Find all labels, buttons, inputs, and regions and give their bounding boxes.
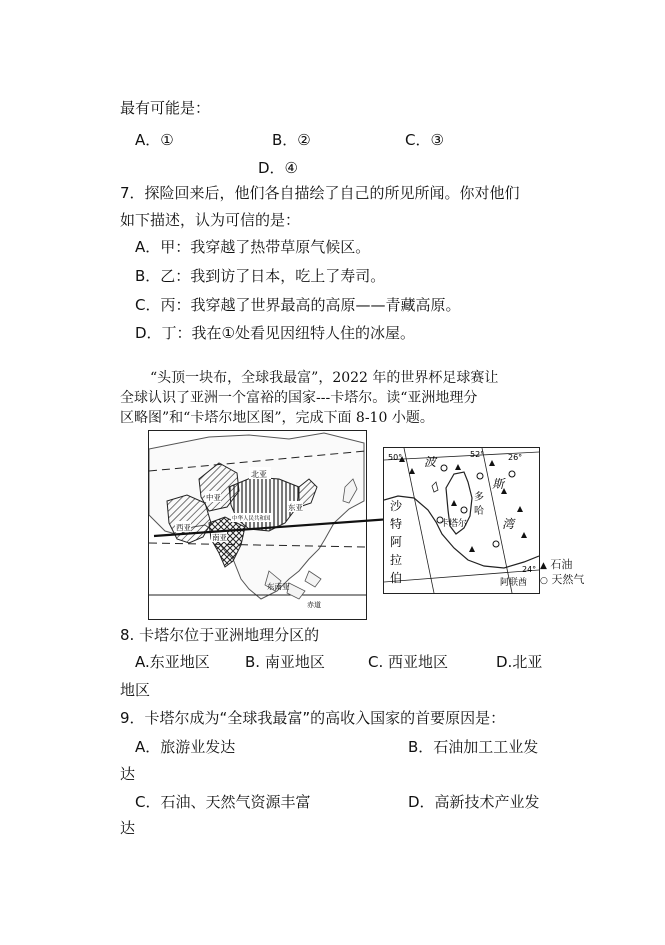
q7-stem-line2: 如下描述，认为可信的是： [120, 211, 301, 229]
label-ha: 哈 [474, 506, 484, 517]
label-bai: 伯 [390, 571, 403, 585]
q6-option-d: D．④ [258, 159, 298, 177]
label-equator: 赤道 [307, 601, 321, 609]
label-wan: 湾 [502, 517, 515, 531]
q8-option-c: C. 西亚地区 [368, 653, 449, 671]
label-la: 拉 [390, 553, 403, 567]
q8-option-b: B. 南亚地区 [245, 653, 325, 671]
q7-option-d: D．丁：我在①处看见因纽特人住的冰屋。 [135, 324, 415, 342]
label-lat26: 26° [508, 453, 523, 462]
qatar-legend [540, 558, 584, 588]
passage-line3: 区略图”和“卡塔尔地区图”，完成下面 8-10 小题。 [120, 410, 434, 426]
q7-option-c: C．丙：我穿越了世界最高的高原——青藏高原。 [135, 296, 461, 314]
q9-option-b: B．石油加工工业发 [408, 738, 539, 756]
label-southeast-asia: 东南亚 [267, 582, 290, 591]
label-north-asia: 北亚 [251, 470, 267, 479]
q8-option-d: D.北亚 [496, 653, 543, 671]
label-lon52: 52° [470, 450, 485, 459]
label-west-asia: 西亚 [176, 523, 191, 532]
label-sha: 沙 [390, 499, 403, 513]
q8-option-d-wrap: 地区 [120, 681, 151, 699]
label-lon50: 50° [388, 453, 403, 462]
q6-stem-tail: 最有可能是： [120, 99, 211, 117]
q7-stem-line1: 7．探险回来后，他们各自描绘了自己的所见所闻。你对他们 [120, 184, 520, 202]
q8-stem: 8. 卡塔尔位于亚洲地理分区的 [120, 626, 320, 644]
q9-stem: 9．卡塔尔成为“全球我最富”的高收入国家的首要原因是： [120, 709, 506, 727]
label-uae: 阿联酋 [500, 578, 528, 588]
q9-option-b-wrap: 达 [120, 765, 136, 783]
label-bo: 波 [424, 455, 437, 469]
passage-line1: “头顶一块布，全球我最富”，2022 年的世界杯足球赛让 [150, 370, 499, 386]
passage-line2: 全球认识了亚洲一个富裕的国家---卡塔尔。读“亚洲地理分 [120, 390, 478, 406]
label-south-asia: 南亚 [212, 533, 227, 542]
oil-triangle-icon: ▲ [540, 561, 547, 571]
q9-option-a: A．旅游业发达 [135, 738, 236, 756]
qatar-map [383, 447, 540, 594]
q9-option-d-wrap: 达 [120, 819, 136, 837]
legend-gas: ○ 天然气 [540, 573, 585, 586]
q6-option-a: A．① [135, 131, 174, 149]
q7-option-b: B．乙：我到访了日本，吃上了寿司。 [135, 267, 386, 285]
q6-option-c: C．③ [405, 131, 444, 149]
bahrain-island [432, 482, 438, 492]
q9-option-d: D．高新技术产业发 [408, 793, 540, 811]
qatar-map-svg [384, 448, 539, 593]
label-central-asia: 中亚 [206, 493, 221, 502]
label-east-asia: 东亚 [288, 503, 303, 512]
meridian-50 [404, 448, 434, 593]
q6-option-b: B．② [272, 131, 311, 149]
q7-option-a: A．甲：我穿越了热带草原气候区。 [135, 238, 371, 256]
label-te: 特 [390, 517, 403, 531]
label-a: 阿 [390, 535, 403, 549]
label-lat24: 24° [522, 565, 537, 574]
gas-circle-icon: ○ [540, 576, 548, 586]
label-duo: 多 [474, 492, 484, 503]
label-si: 斯 [492, 477, 505, 491]
q9-option-c: C．石油、天然气资源丰富 [135, 793, 311, 811]
q8-option-a: A.东亚地区 [135, 653, 210, 671]
legend-oil: ▲ 石油 [540, 558, 573, 571]
label-prc: 中华人民共和国 [232, 516, 271, 522]
label-qatar: 卡塔尔 [440, 519, 468, 529]
